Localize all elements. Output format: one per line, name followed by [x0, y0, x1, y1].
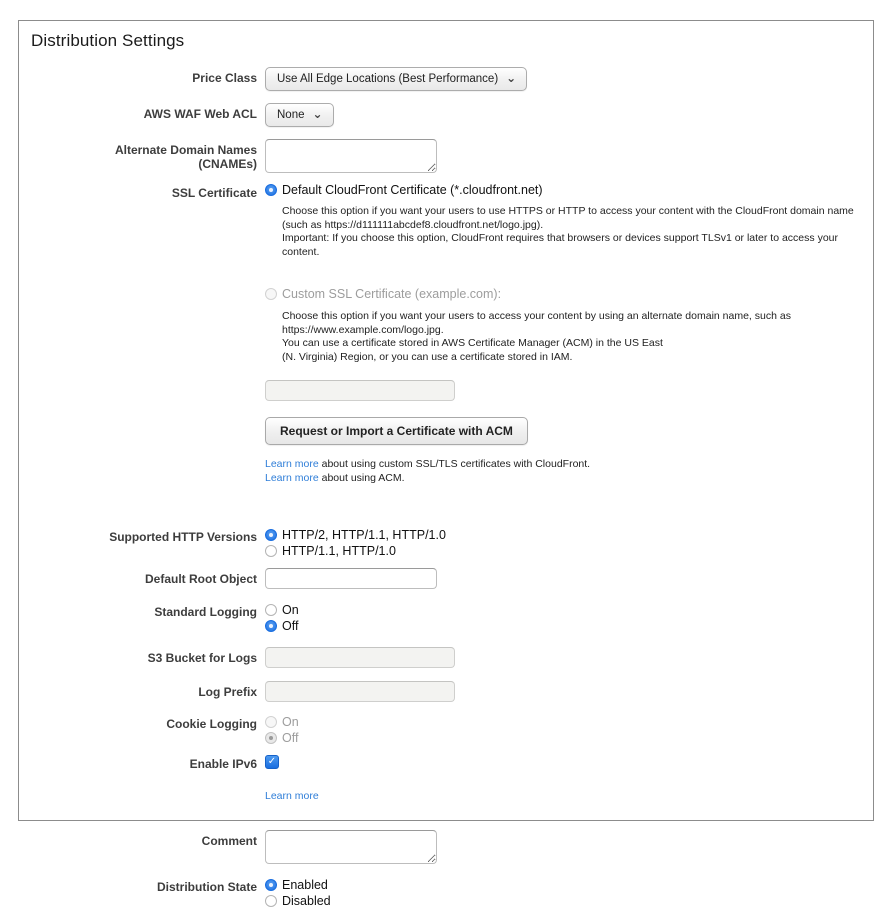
s3-bucket-input[interactable]	[265, 647, 455, 668]
http-versions-label: Supported HTTP Versions	[109, 530, 257, 544]
http11-radio[interactable]: HTTP/1.1, HTTP/1.0	[265, 543, 863, 559]
ssl-custom-help-2: You can use a certificate stored in AWS Certificate Manager (ACM) in the US East	[282, 337, 663, 349]
page-title: Distribution Settings	[31, 31, 185, 50]
waf-acl-selected-value: None	[277, 109, 305, 121]
row-distribution-state	[29, 877, 863, 909]
ssl-default-help-2: Important: If you choose this option, CloudFront requires that browsers or devices support TLSv1 or later to access your content.	[282, 232, 838, 258]
cookie-logging-off-radio[interactable]: Off	[265, 730, 863, 746]
cookie-logging-on-radio[interactable]: On	[265, 714, 863, 730]
enable-ipv6-label: Enable IPv6	[189, 757, 257, 771]
ssl-custom-help-1: Choose this option if you want your users to access your content by using an alternate domain name, such as https://www.example.com/logo.jpg.	[282, 310, 791, 336]
price-class-label: Price Class	[192, 71, 257, 85]
row-default-root-object	[29, 568, 863, 589]
chevron-down-icon: ⌄	[506, 71, 517, 85]
row-waf-acl	[29, 103, 863, 127]
learn-more-ssl-line: Learn more about using custom SSL/TLS certificates with CloudFront.	[265, 458, 591, 470]
ipv6-checkbox[interactable]	[265, 755, 279, 769]
radio-disabled-icon	[265, 716, 277, 728]
standard-logging-off-radio[interactable]: Off	[265, 618, 863, 634]
ipv6-learn-more-link[interactable]: Learn more	[265, 790, 319, 802]
distribution-settings-panel	[18, 20, 874, 908]
comment-label: Comment	[201, 834, 257, 848]
waf-acl-select[interactable]	[265, 103, 334, 127]
learn-more-acm-link[interactable]: Learn more	[265, 472, 319, 484]
radio-icon	[265, 545, 277, 557]
row-price-class	[29, 67, 863, 91]
distribution-state-enabled-radio[interactable]: Enabled	[265, 877, 863, 893]
price-class-selected-value: Use All Edge Locations (Best Performance)	[277, 73, 499, 85]
row-comment	[29, 830, 863, 869]
ssl-default-help-1: Choose this option if you want your users to use HTTPS or HTTP to access your content with the CloudFront domain name (such as https://d111111abcdef8.cloudfront.net/logo.jpg).	[282, 205, 854, 231]
radio-checked-icon	[265, 879, 277, 891]
comment-textarea[interactable]	[265, 830, 437, 864]
radio-icon	[265, 604, 277, 616]
default-root-object-input[interactable]	[265, 568, 437, 589]
log-prefix-input[interactable]	[265, 681, 455, 702]
custom-certificate-input[interactable]	[265, 380, 455, 401]
ssl-default-radio-label: Default CloudFront Certificate (*.cloudfront.net)	[282, 183, 543, 197]
learn-more-acm-line: Learn more about using ACM.	[265, 472, 405, 484]
distribution-state-label: Distribution State	[156, 880, 257, 894]
row-s3-bucket	[29, 647, 863, 668]
radio-icon	[265, 895, 277, 907]
checkmark-icon: ✓	[267, 756, 277, 767]
ssl-default-radio[interactable]	[265, 182, 863, 198]
radio-checked-icon	[265, 620, 277, 632]
radio-checked-icon	[265, 184, 277, 196]
default-root-object-label: Default Root Object	[144, 572, 257, 586]
radio-disabled-checked-icon	[265, 732, 277, 744]
chevron-down-icon: ⌄	[312, 107, 323, 121]
cnames-textarea[interactable]	[265, 139, 437, 173]
cnames-label: Alternate Domain Names (CNAMEs)	[114, 143, 257, 171]
ssl-custom-help-3: (N. Virginia) Region, or you can use a certificate stored in IAM.	[282, 350, 573, 363]
row-log-prefix	[29, 681, 863, 702]
row-cookie-logging	[29, 714, 863, 746]
row-http-versions	[29, 527, 863, 559]
radio-disabled-icon	[265, 288, 277, 300]
distribution-state-disabled-radio[interactable]: Disabled	[265, 893, 863, 909]
row-enable-ipv6	[29, 755, 863, 804]
waf-acl-label: AWS WAF Web ACL	[143, 107, 257, 121]
price-class-select[interactable]	[265, 67, 527, 91]
row-standard-logging	[29, 602, 863, 634]
request-acm-certificate-button[interactable]: Request or Import a Certificate with ACM	[265, 417, 528, 445]
standard-logging-on-radio[interactable]: On	[265, 602, 863, 618]
ssl-custom-radio[interactable]	[265, 286, 863, 302]
standard-logging-label: Standard Logging	[154, 605, 257, 619]
row-ssl-certificate	[29, 182, 863, 485]
learn-more-ssl-link[interactable]: Learn more	[265, 458, 319, 470]
ssl-custom-radio-label: Custom SSL Certificate (example.com):	[282, 287, 502, 301]
cookie-logging-label: Cookie Logging	[166, 717, 257, 731]
radio-checked-icon	[265, 529, 277, 541]
ssl-certificate-label: SSL Certificate	[171, 186, 257, 200]
row-cnames	[29, 139, 863, 178]
log-prefix-label: Log Prefix	[198, 685, 257, 699]
s3-bucket-label: S3 Bucket for Logs	[147, 651, 257, 665]
http2-radio[interactable]: HTTP/2, HTTP/1.1, HTTP/1.0	[265, 527, 863, 543]
